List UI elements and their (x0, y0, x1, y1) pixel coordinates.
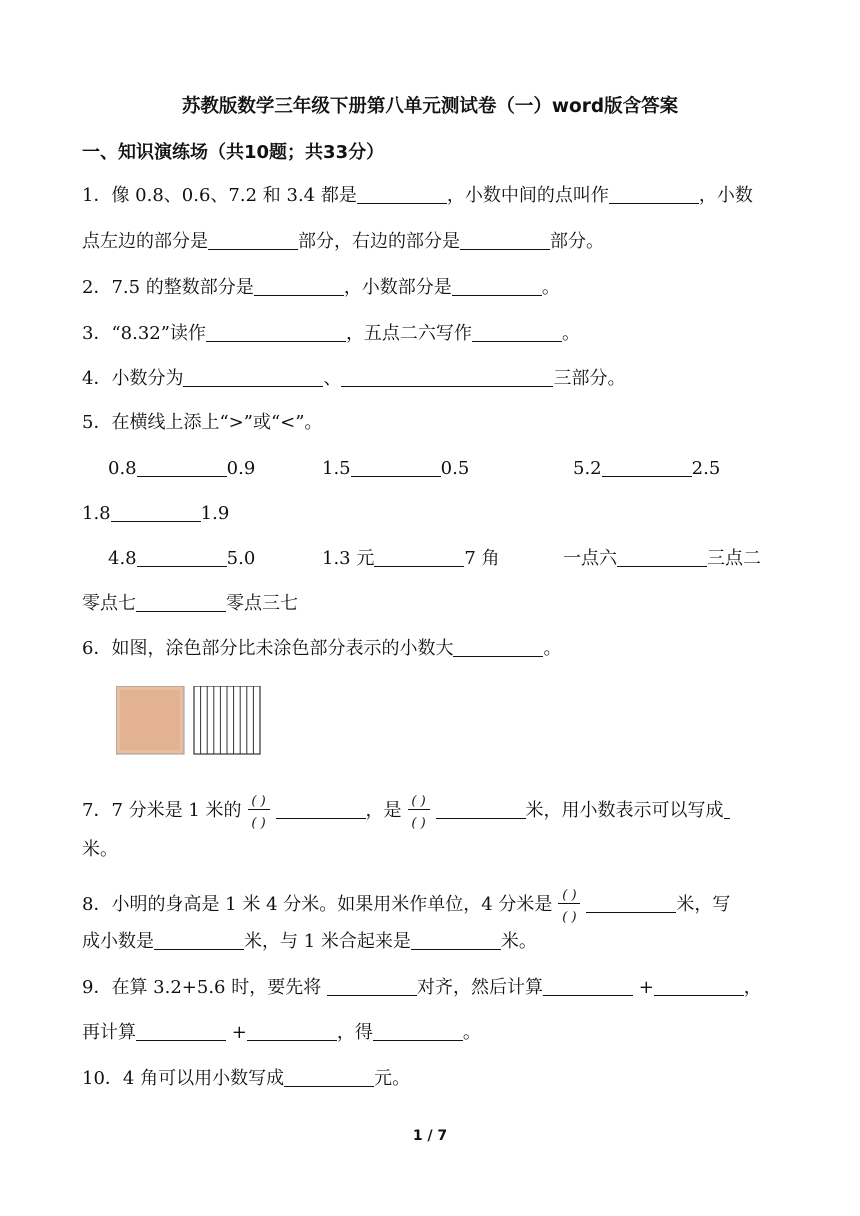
question-text: 。 (462, 1022, 481, 1043)
answer-blank[interactable] (183, 366, 323, 387)
question-text: ，小数部分是 (343, 277, 452, 298)
question-text: 米，用小数表示可以写成 (525, 800, 724, 821)
question-8-line-2 (82, 929, 537, 954)
compare-item: 1.8 1.9 (82, 503, 230, 524)
question-text: 3．“8.32”读作 (82, 323, 206, 344)
question-4 (82, 366, 625, 391)
question-text: 9．在算 3.2+5.6 时，要先将 (82, 977, 322, 998)
fraction: $\frac{( )}{( )}$ (406, 790, 432, 830)
answer-blank[interactable] (411, 929, 501, 950)
question-text: 点左边的部分是 (82, 231, 208, 252)
answer-blank[interactable] (602, 456, 692, 477)
question-text: 。 (561, 323, 580, 344)
compare-item: 1.3 元 7 角 (322, 548, 500, 569)
answer-blank[interactable] (208, 229, 298, 250)
answer-blank[interactable] (327, 975, 417, 996)
question-text: 对齐，然后计算 (416, 977, 543, 998)
question-text: 。 (541, 277, 560, 298)
answer-blank[interactable] (373, 1020, 463, 1041)
answer-blank[interactable] (276, 798, 366, 819)
page-number: 1 / 7 (412, 1128, 448, 1144)
question-text: 部分，右边的部分是 (298, 231, 460, 252)
decimal-figure-svg (116, 686, 266, 756)
question-text: 7．7 分米是 1 米的 (82, 800, 242, 821)
question-text: + (231, 1022, 247, 1043)
question-text: 10．4 角可以用小数写成 (82, 1068, 285, 1089)
decimal-figure (116, 686, 266, 756)
answer-blank[interactable] (609, 183, 699, 204)
answer-blank[interactable] (617, 546, 707, 567)
question-1-line-2 (82, 229, 604, 254)
answer-blank[interactable] (654, 975, 744, 996)
question-text: 8．小明的身高是 1 米 4 分米。如果用米作单位，4 分米是 (82, 894, 553, 915)
question-9-line-1 (82, 975, 762, 1000)
compare-item: 1.5 0.5 (322, 458, 470, 479)
answer-blank[interactable] (452, 275, 542, 296)
document-title: 苏教版数学三年级下册第八单元测试卷（一）word版含答案 (181, 96, 679, 117)
question-10 (82, 1066, 410, 1091)
question-text: 。 (543, 638, 562, 659)
question-text: ，是 (365, 800, 402, 821)
question-1-line-1 (82, 183, 753, 208)
answer-blank[interactable] (357, 183, 447, 204)
question-7-line-1 (82, 790, 730, 830)
question-text: 1．像 0.8、0.6、7.2 和 3.4 都是 (82, 185, 357, 206)
section-heading: 一、知识演练场（共10题；共33分） (82, 142, 385, 163)
question-3 (82, 321, 580, 346)
question-text: 元。 (374, 1068, 411, 1089)
answer-blank[interactable] (136, 591, 226, 612)
question-text: 6．如图，涂色部分比未涂色部分表示的小数大 (82, 638, 454, 659)
answer-blank[interactable] (111, 501, 201, 522)
question-text: 再计算 (82, 1022, 136, 1043)
question-text: 、 (323, 368, 342, 389)
answer-blank[interactable] (453, 636, 543, 657)
question-5 (82, 411, 322, 435)
fraction: $\frac{( )}{( )}$ (246, 790, 272, 830)
answer-blank[interactable] (136, 1020, 226, 1041)
question-text: 米。 (82, 839, 118, 860)
answer-blank[interactable] (154, 929, 244, 950)
question-8-line-1 (82, 884, 730, 924)
answer-blank[interactable] (436, 798, 526, 819)
answer-blank[interactable] (137, 456, 227, 477)
answer-blank[interactable] (254, 275, 344, 296)
compare-item: 5.2 2.5 (573, 458, 721, 479)
question-2 (82, 275, 560, 300)
question-text: 米，与 1 米合起来是 (244, 931, 411, 952)
answer-blank[interactable] (206, 321, 346, 342)
question-text: ，得 (336, 1022, 373, 1043)
answer-blank[interactable] (284, 1066, 374, 1087)
question-text: ，小数 (698, 185, 753, 206)
compare-item: 0.8 0.9 (108, 458, 256, 479)
answer-blank[interactable] (460, 229, 550, 250)
compare-item: 一点六 三点二 (563, 548, 761, 569)
compare-item: 4.8 5.0 (108, 548, 256, 569)
question-text: 4．小数分为 (82, 368, 184, 389)
question-text: 米。 (500, 931, 537, 952)
question-text: 2．7.5 的整数部分是 (82, 277, 254, 298)
question-text: 米，写 (676, 894, 731, 915)
fraction: $\frac{( )}{( )}$ (556, 884, 582, 924)
answer-blank[interactable] (341, 366, 553, 387)
answer-blank[interactable] (586, 892, 676, 913)
question-text: + (638, 977, 654, 998)
question-6 (82, 636, 561, 661)
answer-blank[interactable] (247, 1020, 337, 1041)
question-text: 成小数是 (82, 931, 154, 952)
question-9-line-2 (82, 1020, 481, 1045)
compare-item: 零点七 零点三七 (82, 593, 298, 614)
answer-blank[interactable] (724, 798, 730, 819)
answer-blank[interactable] (374, 546, 464, 567)
question-text: 三部分。 (553, 368, 626, 389)
question-text: 部分。 (550, 231, 604, 252)
question-7-line-2 (82, 838, 118, 862)
question-text: 5．在横线上添上“>”或“<”。 (82, 412, 323, 433)
answer-blank[interactable] (472, 321, 562, 342)
answer-blank[interactable] (137, 546, 227, 567)
question-text: ，五点二六写作 (345, 323, 472, 344)
answer-blank[interactable] (351, 456, 441, 477)
question-text: ，小数中间的点叫作 (446, 185, 609, 206)
question-text: ， (743, 977, 762, 998)
answer-blank[interactable] (543, 975, 633, 996)
shaded-square-inner (120, 690, 180, 750)
